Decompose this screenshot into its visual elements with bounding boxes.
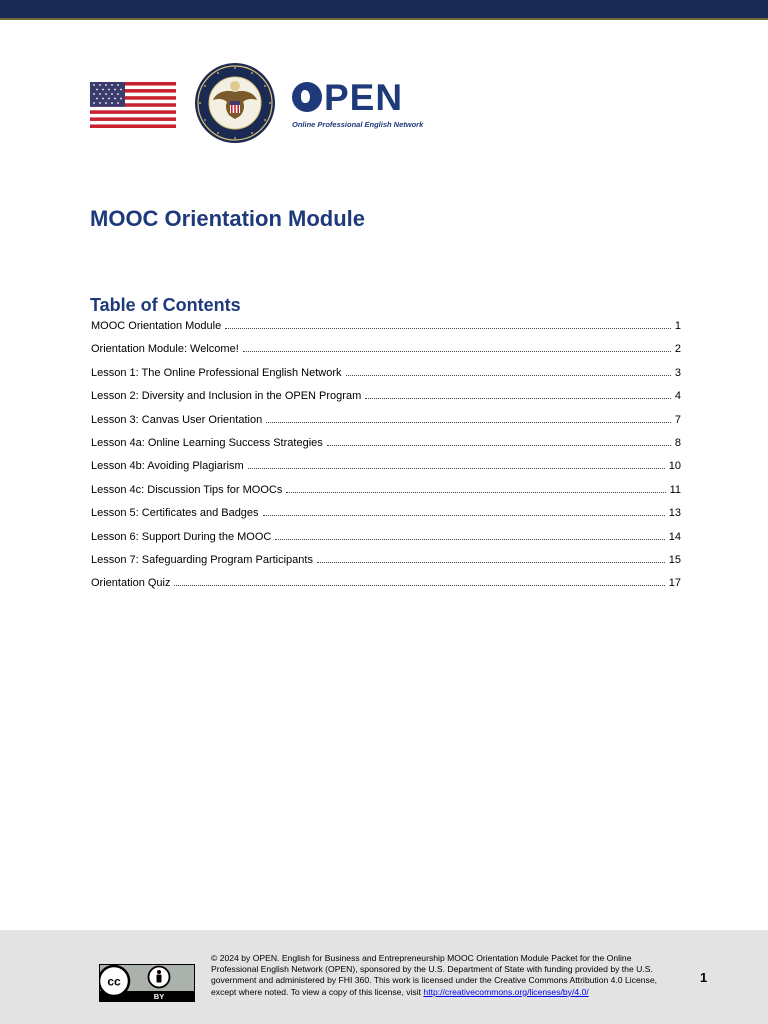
cc-by-label: BY bbox=[153, 992, 165, 1001]
toc-entry-label: Lesson 3: Canvas User Orientation bbox=[91, 413, 263, 426]
toc-leader-dots bbox=[243, 351, 671, 352]
toc-entry-page: 14 bbox=[668, 530, 681, 543]
toc-entry[interactable] bbox=[91, 577, 681, 600]
toc-leader-dots bbox=[317, 562, 665, 563]
toc-leader-dots bbox=[174, 585, 664, 586]
toc-entry[interactable] bbox=[91, 554, 681, 577]
toc-entry-label: Orientation Module: Welcome! bbox=[91, 343, 239, 356]
license-link[interactable]: http://creativecommons.org/licenses/by/4.0/ bbox=[423, 986, 589, 997]
open-tagline: Online Professional English Network bbox=[292, 120, 424, 129]
toc-entry-page: 11 bbox=[669, 483, 681, 496]
toc-entry-label: Lesson 5: Certificates and Badges bbox=[91, 507, 259, 520]
toc-entry-label: Lesson 2: Diversity and Inclusion in the OPEN Program bbox=[91, 390, 362, 403]
toc-entry-label: Lesson 6: Support During the MOOC bbox=[91, 530, 272, 543]
toc-entry-page: 8 bbox=[674, 436, 681, 449]
toc-entry[interactable] bbox=[91, 390, 681, 413]
toc-entry-page: 1 bbox=[674, 320, 681, 332]
toc-entry[interactable] bbox=[91, 507, 681, 530]
toc-entry-page: 13 bbox=[668, 507, 681, 520]
toc-entry[interactable] bbox=[91, 320, 681, 343]
toc-leader-dots bbox=[327, 445, 671, 446]
toc-leader-dots bbox=[275, 539, 664, 540]
toc-leader-dots bbox=[248, 468, 665, 469]
top-banner bbox=[0, 0, 768, 18]
toc-leader-dots bbox=[346, 375, 671, 376]
toc-leader-dots bbox=[286, 492, 665, 493]
toc-entry-label: Lesson 4b: Avoiding Plagiarism bbox=[91, 460, 244, 473]
toc-entry-page: 3 bbox=[674, 366, 681, 379]
document-title: MOOC Orientation Module bbox=[90, 206, 365, 231]
footer-license-body: © 2024 by OPEN. English for Business and Entrepreneurship MOOC Orientation Module Packet for the Online Professional English Network (OPEN), sponsored by the U.S. Department of State with funding provided by the U.S. government and administered by FHI 360. This work is licensed under the Creative Commons Attribution 4.0 License, except where noted. To view a copy of this license, visit bbox=[211, 953, 657, 997]
top-banner-rule bbox=[0, 18, 768, 20]
toc-entry-label: Lesson 7: Safeguarding Program Participants bbox=[91, 553, 313, 566]
toc-entry[interactable] bbox=[91, 367, 681, 390]
toc-entry-page: 17 bbox=[668, 577, 681, 590]
toc-entry[interactable] bbox=[91, 460, 681, 483]
globe-o-icon bbox=[292, 82, 322, 112]
toc-entry-label: Orientation Quiz bbox=[91, 577, 171, 590]
toc-entry[interactable] bbox=[91, 484, 681, 507]
toc-leader-dots bbox=[365, 398, 671, 399]
page-number: 1 bbox=[700, 970, 708, 985]
footer-license-text bbox=[211, 953, 661, 998]
us-flag-icon bbox=[90, 82, 176, 128]
table-of-contents bbox=[91, 320, 681, 601]
toc-entry-label: MOOC Orientation Module bbox=[91, 320, 222, 332]
toc-entry-label: Lesson 1: The Online Professional English Network bbox=[91, 366, 342, 379]
toc-entry[interactable] bbox=[91, 414, 681, 437]
toc-entry-page: 7 bbox=[674, 413, 681, 426]
toc-entry-label: Lesson 4a: Online Learning Success Strategies bbox=[91, 436, 323, 449]
toc-leader-dots bbox=[225, 328, 671, 329]
toc-leader-dots bbox=[263, 515, 665, 516]
toc-entry-label: Lesson 4c: Discussion Tips for MOOCs bbox=[91, 483, 283, 496]
toc-entry-page: 4 bbox=[674, 390, 681, 403]
page-footer bbox=[0, 930, 768, 1024]
department-of-state-seal-icon bbox=[194, 62, 276, 144]
open-logo bbox=[292, 78, 432, 132]
toc-entry[interactable] bbox=[91, 437, 681, 460]
toc-entry-page: 2 bbox=[674, 343, 681, 356]
svg-text:cc: cc bbox=[107, 974, 121, 989]
toc-entry[interactable] bbox=[91, 343, 681, 366]
toc-entry[interactable] bbox=[91, 531, 681, 554]
open-wordmark bbox=[292, 78, 403, 118]
toc-entry-page: 15 bbox=[668, 553, 681, 566]
toc-leader-dots bbox=[266, 422, 671, 423]
open-wordmark-text: PEN bbox=[324, 77, 404, 118]
toc-heading: Table of Contents bbox=[90, 295, 241, 315]
cc-by-license-icon bbox=[99, 964, 195, 1002]
toc-entry-page: 10 bbox=[668, 460, 681, 473]
